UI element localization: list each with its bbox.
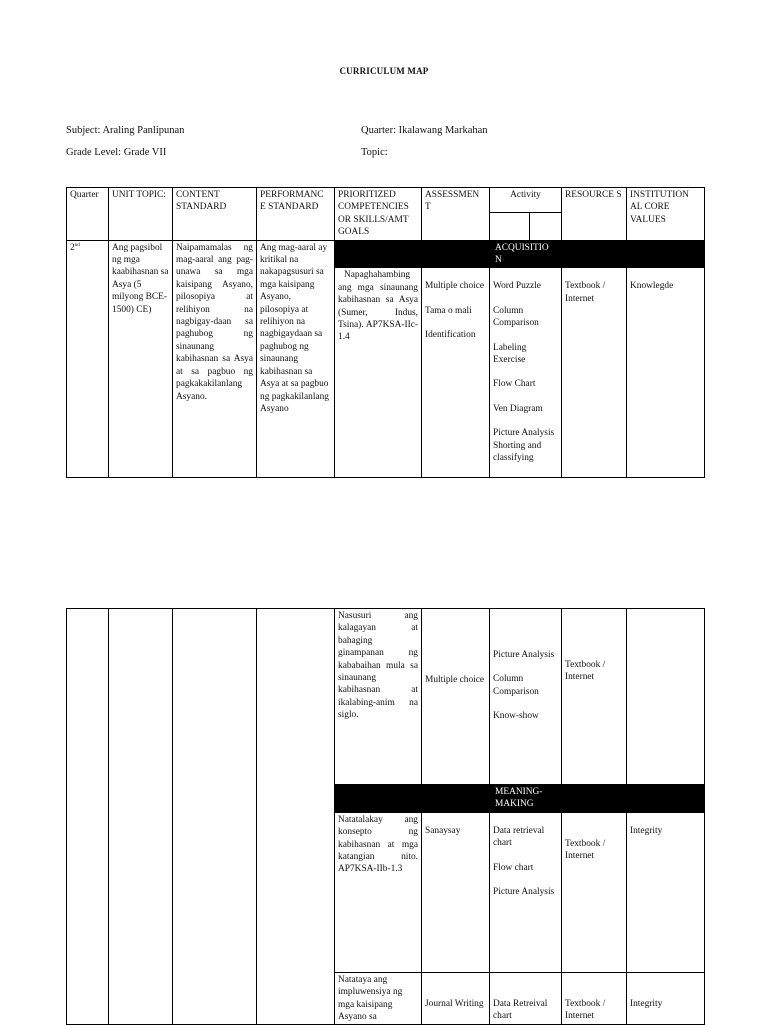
competency-cell: Natatalakay ang konsepto ng kabihasnan at mga katangian nito. AP7KSA-IIb-1.3: [335, 812, 422, 972]
activity-item: Shorting and classifying: [493, 440, 542, 464]
resources-cell: Textbook / Internet: [562, 812, 627, 972]
quarter-cell: [67, 240, 109, 478]
curriculum-table-page2: [66, 608, 705, 1025]
assessment-item: Identification: [425, 330, 476, 341]
empty-content-cell: [173, 609, 257, 1025]
header-unit-topic: UNIT TOPIC:: [109, 188, 173, 241]
assessment-cell: Multiple choice: [422, 609, 490, 785]
core-values-cell: Integrity: [627, 812, 705, 972]
phase-acquisition-label: ACQUISITIO N: [495, 242, 549, 266]
empty-unit-cell: [109, 609, 173, 1025]
header-resources: RESOURCE S: [562, 188, 627, 241]
activity-cell: [490, 812, 562, 972]
grade-level-label: Grade Level: Grade VII: [66, 147, 167, 158]
subject-label: Subject: Araling Panlipunan: [66, 125, 185, 136]
activity-cell: [490, 268, 562, 478]
activity-cell: [490, 609, 562, 785]
phase-meaning-making-label: MEANING-MAKING: [495, 787, 543, 810]
header-content-standard: CONTENT STANDARD: [173, 188, 257, 241]
core-values-cell: [627, 609, 705, 785]
quarter-label: Quarter: Ikalawang Markahan: [361, 125, 488, 136]
empty-performance-cell: [257, 609, 335, 1025]
activity-item: Picture Analysis: [493, 887, 555, 898]
activity-item: Word Puzzle: [493, 281, 541, 292]
competency-cell: Nasusuri ang kalagayan at bahaging ginampanan ng kababaihan mula sa sinaunang kabihasnan at ikalabing-anim na siglo.: [335, 609, 422, 785]
curriculum-table-page1: [66, 187, 705, 478]
document-title: CURRICULUM MAP: [339, 66, 429, 76]
phase-acquisition: [335, 240, 705, 268]
empty-quarter-cell: [67, 609, 109, 1025]
activity-item: Flow Chart: [493, 379, 536, 390]
performance-standard-cell: Ang mag-aaral ay kritikal na nakapagsusuri sa mga kaisipang Asyano, pilosopiya at relihiyon na nagbigaydaan sa paghubog ng sinaunang kabihasnan sa Asya at sa pagbuo ng pagkakilanlang Asyano: [257, 240, 335, 478]
activity-item: Flow chart: [493, 862, 534, 873]
activity-item: Know-show: [493, 711, 539, 722]
quarter-ordinal: nd: [74, 242, 80, 248]
phase-meaning-making: [335, 785, 705, 813]
assessment-cell: Sanaysay: [422, 812, 490, 972]
activity-item: Picture Analysis: [493, 428, 555, 439]
topic-label: Topic:: [361, 147, 388, 158]
competency-cell: Natataya ang impluwensiya ng mga kaisipang Asyano sa: [335, 972, 422, 1025]
assessment-cell: Journal Writing: [422, 972, 490, 1025]
resources-cell: Textbook / Internet: [562, 609, 627, 785]
activity-item: Column Comparison: [493, 305, 539, 329]
resources-cell: Textbook / Internet: [562, 268, 627, 478]
assessment-item: Multiple choice: [425, 281, 485, 292]
header-institutional-values: INSTITUTION AL CORE VALUES: [627, 188, 705, 241]
unit-topic-cell: Ang pagsibol ng mga kaabihasnan sa Asya (5 milyong BCE-1500) CE): [109, 240, 173, 478]
quarter-number: 2: [70, 242, 75, 253]
activity-item: Picture Analysis: [493, 650, 555, 660]
resources-cell: Textbook / Internet: [562, 972, 627, 1025]
activity-item: Labeling Exercise: [493, 342, 527, 366]
competency-cell: Napaghahambing ang mga sinaunang kabihasnan sa Asya (Sumer, Indus, Tsina). AP7KSA-IIc-1.4: [335, 268, 422, 478]
header-competencies: PRIORITIZED COMPETENCIES OR SKILLS/AMT GOALS: [335, 188, 422, 241]
core-values-cell: Integrity: [627, 972, 705, 1025]
activity-item: Column Comparison: [493, 674, 539, 697]
core-values-cell: Knowlegde: [627, 268, 705, 478]
assessment-item: Tama o mali: [425, 305, 472, 316]
assessment-cell: [422, 268, 490, 478]
activity-subcell-left: [490, 213, 530, 240]
activity-cell: Data Retreival chart: [490, 972, 562, 1025]
header-activity: Activity: [490, 188, 562, 213]
content-standard-cell: Naipamamalas ng mag-aaral ang pag-unawa sa mga kaisipang Asyano, pilosopiya at relihiyon na nagbigay-daan sa paghubog ng sinaunang kabihasnan sa Asya at sa pagbuo ng pagkakakilanlang Asyano.: [173, 240, 257, 478]
header-performance-standard: PERFORMANC E STANDARD: [257, 188, 335, 241]
activity-item: Data retrieval chart: [493, 825, 545, 849]
activity-item: Ven Diagram: [493, 403, 543, 414]
header-assessment: ASSESSMEN T: [422, 188, 490, 241]
activity-subcell-right: [530, 213, 562, 240]
header-quarter: Quarter: [67, 188, 109, 241]
